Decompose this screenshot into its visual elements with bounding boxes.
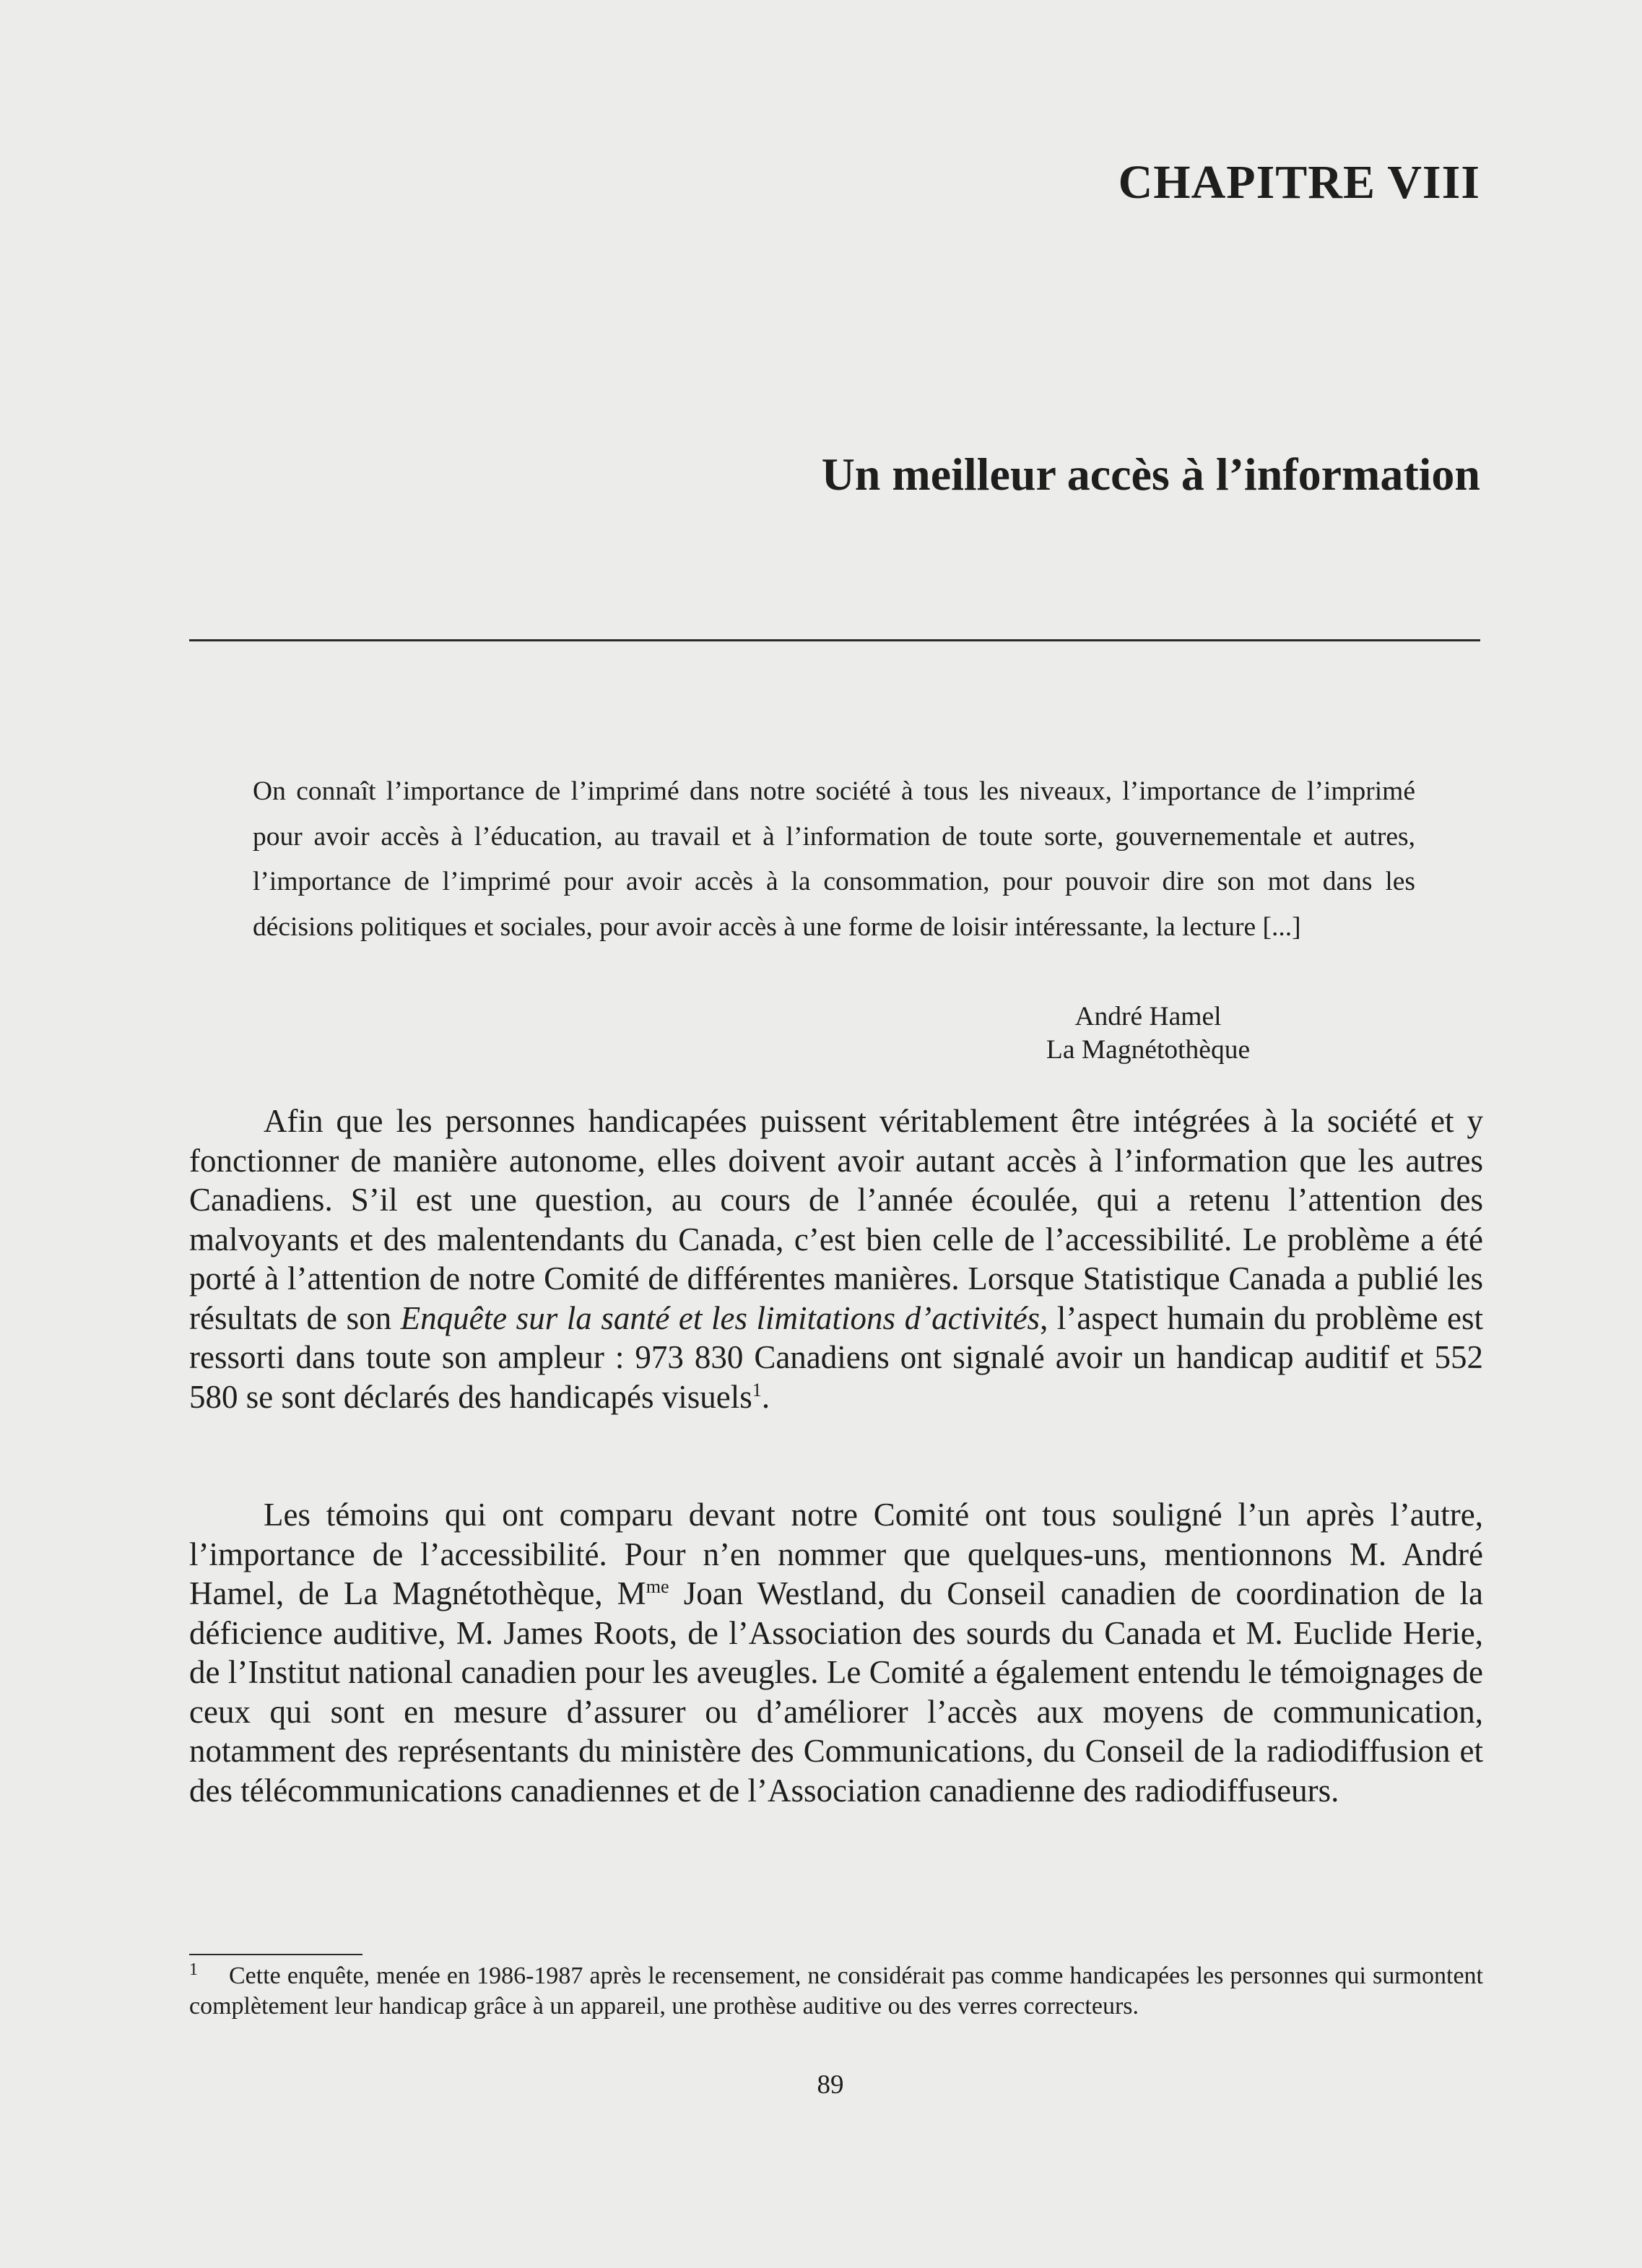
page-number: 89 bbox=[817, 2070, 844, 2100]
paragraph-2-text-b: Joan Westland, du Conseil canadien de coordination de la déficience auditive, M. James Roots, de l’Association des sourds du Canada et M. Euclide Herie, de l’Institut national canadien pour les aveugles. Le Comité a également entendu le témoignages de ceux qui sont en mesure d’assurer ou d’améliorer l’accès aux moyens de communication, notamment des représentants du ministère des Communications, du Conseil de la radiodiffusion et des télécommunications canadiennes et de l’Association canadienne des radiodiffuseurs. bbox=[189, 1575, 1483, 1809]
footnote-reference: 1 bbox=[752, 1379, 762, 1401]
footnote-divider bbox=[189, 1954, 362, 1955]
body-paragraph-2 bbox=[189, 1495, 1483, 1810]
epigraph-author: André Hamel bbox=[1074, 1002, 1222, 1031]
epigraph-attribution bbox=[866, 1000, 1430, 1067]
section-divider bbox=[189, 639, 1480, 641]
paragraph-1-text-a: Afin que les personnes handicapées puissent véritablement être intégrées à la société et y fonctionner de manière autonome, elles doivent avoir autant accès à l’information que les autres Canadiens. S’il est une question, au cours de l’année écoulée, qui a retenu l’attention des malvoyants et des malentendants du Canada, c’est bien celle de l’accessibilité. Le problème a été porté à l’attention de notre Comité de différentes manières. Lorsque Statistique Canada a publié les résultats de son bbox=[189, 1103, 1483, 1336]
chapter-title: CHAPITRE VIII bbox=[1118, 156, 1480, 209]
paragraph-2-text-a: Les témoins qui ont comparu devant notre Comité ont tous souligné l’un après l’autre, l’importance de l’accessibilité. Pour n’en nommer que quelques-uns, mentionnons M. André Hamel, de La Magnétothèque, M bbox=[189, 1497, 1483, 1611]
footnote: 1 Cette enquête, menée en 1986-1987 après le recensement, ne considérait pas comme handicapées les personnes qui surmontent complètement leur handicap grâce à un appareil, une prothèse auditive ou des verres correcteurs. bbox=[189, 1960, 1483, 2020]
survey-title: Enquête sur la santé et les limitations d’activités bbox=[400, 1299, 1041, 1336]
paragraph-1-text-c: . bbox=[761, 1378, 770, 1415]
body-paragraph-1 bbox=[189, 1101, 1483, 1416]
paragraph-1-text-b: , l’aspect humain du problème est ressorti dans toute son ampleur : 973 830 Canadiens ont signalé avoir un handicap auditif et 552 580 se sont déclarés des handicapés visuels bbox=[189, 1299, 1484, 1415]
section-title: Un meilleur accès à l’information bbox=[821, 449, 1480, 500]
epigraph-organization: La Magnétothèque bbox=[1046, 1035, 1251, 1065]
epigraph-quote: On connaît l’importance de l’imprimé dans notre société à tous les niveaux, l’importance de l’imprimé pour avoir accès à l’éducation, au travail et à l’information de toute sorte, gouvernementale et autres, l’importance de l’imprimé pour avoir accès à la consommation, pour pouvoir dire son mot dans les décisions politiques et sociales, pour avoir accès à une forme de loisir intéressante, la lecture [...] bbox=[253, 776, 1415, 942]
honorific-superscript: me bbox=[646, 1576, 669, 1597]
footnote-text: Cette enquête, menée en 1986-1987 après le recensement, ne considérait pas comme handicapées les personnes qui surmontent complètement leur handicap grâce à un appareil, une prothèse auditive ou des verres correcteurs. bbox=[189, 1962, 1483, 2020]
